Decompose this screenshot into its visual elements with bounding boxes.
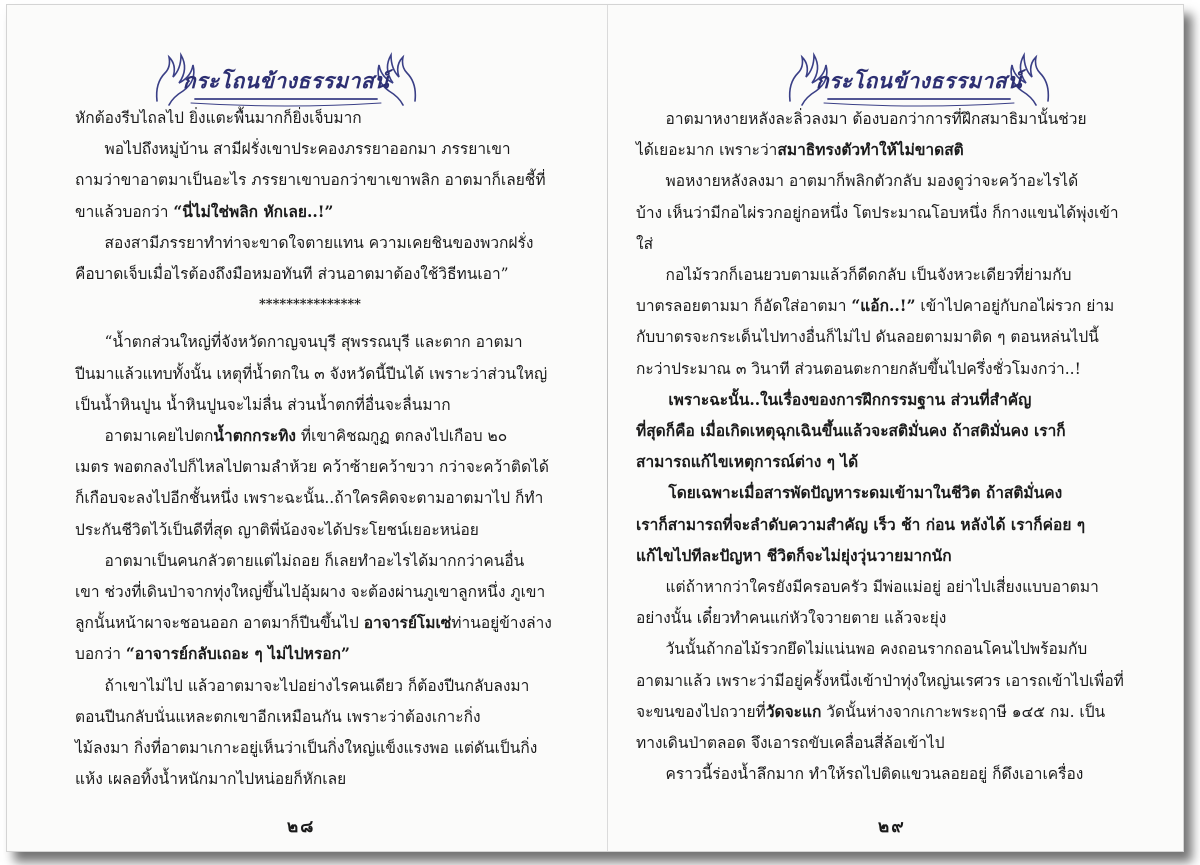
text-run: “แอ้ก..!” bbox=[851, 296, 916, 316]
text-run: พอไปถึงหมู่บ้าน สามีฝรั่งเขาประคองภรรยาออกมา ภรรยาเขา bbox=[75, 140, 511, 159]
left-page bbox=[7, 5, 607, 851]
text-line bbox=[636, 141, 1146, 159]
text-run: คือบาดเจ็บเมื่อไรต้องถึงมือหมอทันที ส่วนอาตมาต้องใช้วิธีทนเอา” bbox=[75, 265, 509, 283]
right-page-number: ๒๙ bbox=[878, 817, 906, 837]
right-page bbox=[608, 5, 1183, 851]
text-line bbox=[75, 234, 545, 252]
text-run: ที่เขาคิชฌกูฏ ตกลงไปเกือบ ๒๐ bbox=[295, 427, 508, 445]
text-line bbox=[636, 172, 1146, 190]
text-run: ใส่ bbox=[636, 234, 654, 253]
text-line bbox=[75, 171, 545, 189]
text-line bbox=[636, 765, 1146, 783]
text-run: วันนั้นถ้ากอไม้รวกยึดไม่แน่นพอ คงถอนรากถอนโคนไปพร้อมกับ bbox=[636, 640, 1088, 659]
text-line bbox=[636, 266, 1146, 284]
text-run: แห้ง เผลอทิ้งน้ำหนักมากไปหน่อยก็หักเลย bbox=[75, 770, 347, 789]
text-run: อาตมาแล้ว เพราะว่ามีอยู่ครั้งหนึ่งเข้าป่าทุ่งใหญ่นเรศวร เอารถเข้าไปเพื่อที่ bbox=[636, 671, 1124, 690]
running-header bbox=[784, 43, 1054, 113]
text-line bbox=[75, 770, 545, 788]
text-line bbox=[636, 609, 1146, 627]
text-line bbox=[75, 583, 545, 601]
text-line bbox=[75, 109, 545, 127]
text-line bbox=[636, 204, 1146, 222]
text-run: กับบาตรจะกระเด็นไปทางอื่นก็ไม่ไป ดันลอยตามมาติด ๆ ตอนหล่นไปนี้ bbox=[636, 328, 1099, 347]
text-run: เขา ช่วงที่เดินป่าจากทุ่งใหญ่ขึ้นไปอุ้มผาง จะต้องผ่านภูเขาลูกหนึ่ง ภูเขา bbox=[75, 583, 546, 601]
text-run: สามารถแก้ไขเหตุการณ์ต่าง ๆ ได้ bbox=[636, 452, 859, 472]
text-line bbox=[75, 708, 545, 726]
text-line bbox=[75, 265, 545, 283]
text-run: ปีนมาแล้วแทบทั้งนั้น เหตุที่น้ำตกใน ๓ จังหวัดนี้ปีนได้ เพราะว่าส่วนใหญ่ bbox=[75, 364, 548, 383]
text-line bbox=[75, 427, 545, 445]
text-line bbox=[75, 458, 549, 477]
text-line bbox=[636, 110, 1146, 128]
text-line bbox=[75, 645, 545, 663]
running-header bbox=[151, 43, 421, 113]
text-line bbox=[636, 734, 1146, 752]
text-line bbox=[636, 235, 1146, 253]
text-line bbox=[636, 516, 1146, 534]
text-line bbox=[75, 677, 545, 695]
text-run: กอไม้รวกก็เอนยวบตามแล้วก็ดีดกลับ เป็นจังหวะเดียวที่ย่ามกับ bbox=[636, 266, 1072, 284]
text-run: สมาธิทรงตัวทำให้ไม่ขาดสติ bbox=[777, 140, 964, 160]
text-line bbox=[636, 547, 1146, 565]
text-run: อาจารย์โมเซ่ bbox=[363, 613, 452, 633]
running-header-title: กระโถนข้างธรรมาสน์ bbox=[182, 68, 390, 93]
text-line bbox=[636, 672, 1146, 690]
text-run: วัดจะแก bbox=[765, 701, 822, 721]
text-run: กะว่าประมาณ ๓ วินาที ส่วนตอนตะกายกลับขึ้นไปครึ่งชั่วโมงกว่า..! bbox=[636, 359, 1081, 378]
text-run: วัดนั้นห่างจากเกาะพระฤาษี ๑๔๕ กม. เป็น bbox=[821, 702, 1106, 721]
text-run: ท่านอยู่ข้างล่าง bbox=[451, 614, 552, 633]
text-line bbox=[636, 297, 1146, 315]
text-line bbox=[636, 328, 1146, 346]
text-run: บาตรลอยตามมา ก็อัดใส่อาตมา bbox=[636, 297, 852, 316]
text-run: “นี่ไม่ใช่พลิก หักเลย..!” bbox=[173, 201, 334, 221]
left-page-number: ๒๘ bbox=[287, 817, 316, 837]
section-divider bbox=[75, 296, 545, 314]
text-line bbox=[636, 391, 1146, 409]
text-line bbox=[75, 521, 545, 539]
text-run: จะขนของไปถวายที่ bbox=[636, 702, 766, 721]
text-run: คราวนี้ร่องน้ำลึกมาก ทำให้รถไปติดแขวนลอยอยู่ ก็ดึงเอาเครื่อง bbox=[636, 765, 1084, 784]
book-spread bbox=[6, 4, 1184, 852]
text-line bbox=[75, 333, 545, 351]
text-run: ได้เยอะมาก เพราะว่า bbox=[636, 141, 778, 160]
text-line bbox=[75, 489, 545, 507]
text-run: ทางเดินป่าตลอด จึงเอารถขับเคลื่อนสี่ล้อเข้าไป bbox=[636, 734, 945, 752]
text-line bbox=[636, 360, 1146, 378]
text-run: อย่างนั้น เดี๋ยวทำคนแก่หัวใจวายตาย แล้วจะยุ่ง bbox=[636, 609, 947, 628]
text-run: พอหงายหลังลงมา อาตมาก็พลิกตัวกลับ มองดูว่าจะคว้าอะไรได้ bbox=[636, 172, 1079, 191]
text-run: ลูกนั้นหน้าผาจะชอนออก อาตมาก็ปีนขึ้นไป bbox=[75, 614, 364, 633]
text-run: บ้าง เห็นว่ามีกอไผ่รวกอยู่กอหนึ่ง โตประมาณโอบหนึ่ง ก็กางแขนได้พุ่งเข้า bbox=[636, 203, 1119, 222]
text-run: บอกว่า bbox=[75, 645, 126, 664]
text-line bbox=[636, 422, 1146, 440]
text-line bbox=[75, 364, 548, 383]
text-line bbox=[636, 453, 1146, 471]
running-header-title: กระโถนข้างธรรมาสน์ bbox=[815, 68, 1023, 93]
text-line bbox=[75, 739, 545, 757]
text-run: แก้ไขไปทีละปัญหา ชีวิตก็จะไม่ยุ่งวุ่นวายมากนัก bbox=[636, 545, 952, 565]
text-run: เพราะฉะนั้น..ในเรื่องของการฝึกกรรมฐาน ส่วนที่สำคัญ bbox=[636, 389, 1032, 409]
text-run: โดยเฉพาะเมื่อสารพัดปัญหาระดมเข้ามาในชีวิต ถ้าสติมั่นคง bbox=[636, 483, 1063, 503]
text-line bbox=[636, 640, 1146, 658]
text-run: ขาแล้วบอกว่า bbox=[75, 202, 174, 221]
text-run: ถ้าเขาไม่ไป แล้วอาตมาจะไปอย่างไรคนเดียว ก็ต้องปีนกลับลงมา bbox=[75, 676, 530, 695]
text-run: “อาจารย์กลับเถอะ ๆ ไม่ไปหรอก” bbox=[125, 644, 350, 664]
text-line bbox=[75, 140, 545, 158]
text-line bbox=[75, 613, 552, 633]
text-line bbox=[636, 703, 1146, 721]
text-run: เราก็สามารถที่จะลำดับความสำคัญ เร็ว ช้า ก่อน หลังได้ เราก็ค่อย ๆ bbox=[636, 514, 1086, 534]
text-run: สองสามีภรรยาทำท่าจะขาดใจตายแทน ความเคยชินของพวกฝรั่ง bbox=[75, 233, 534, 252]
text-line bbox=[75, 203, 545, 221]
text-run: หักต้องรีบไถลไป ยิ่งแตะพื้นมากก็ยิ่งเจ็บมาก bbox=[75, 109, 362, 127]
text-line bbox=[636, 578, 1146, 596]
text-run: เมตร พอตกลงไปก็ไหลไปตามลำห้วย คว้าซ้ายคว้าขวา กว่าจะคว้าติดได้ bbox=[75, 458, 549, 477]
text-line bbox=[636, 484, 1146, 502]
text-line bbox=[75, 552, 545, 570]
text-run: ถามว่าขาอาตมาเป็นอะไร ภรรยาเขาบอกว่าขาเขาพลิก อาตมาก็เลยชี้ที่ bbox=[75, 171, 546, 190]
text-run: อาตมาเคยไปตก bbox=[75, 427, 214, 445]
text-run: ที่สุดก็คือ เมื่อเกิดเหตุฉุกเฉินขึ้นแล้วจะสติมั่นคง ถ้าสติมั่นคง เราก็ bbox=[636, 421, 1066, 440]
text-run: อาตมาหงายหลังละลิ่วลงมา ต้องบอกว่าการที่ฝึกสมาธิมานั้นช่วย bbox=[636, 110, 1087, 128]
text-run: อาตมาเป็นคนกลัวตายแต่ไม่ถอย ก็เลยทำอะไรได้มากกว่าคนอื่น bbox=[75, 551, 525, 570]
text-run: น้ำตกกระทิง bbox=[213, 426, 296, 445]
text-run: ประกันชีวิตไว้เป็นดีที่สุด ญาติพี่น้องจะได้ประโยชน์เยอะหน่อย bbox=[75, 520, 479, 539]
text-run: “น้ำตกส่วนใหญ่ที่จังหวัดกาญจนบุรี สุพรรณบุรี และตาก อาตมา bbox=[75, 333, 523, 352]
text-run: เข้าไปคาอยู่กับกอไผ่รวก ย่าม bbox=[915, 297, 1115, 316]
text-run: ตอนปีนกลับนั่นแหละตกเขาอีกเหมือนกัน เพราะว่าต้องเกาะกิ่ง bbox=[75, 707, 481, 726]
text-run: แต่ถ้าหากว่าใครยังมีครอบครัว มีพ่อแม่อยู่ อย่าไปเสี่ยงแบบอาตมา bbox=[636, 578, 1099, 596]
text-run: ไม้ลงมา กิ่งที่อาตมาเกาะอยู่เห็นว่าเป็นกิ่งใหญ่แข็งแรงพอ แต่ดันเป็นกิ่ง bbox=[75, 739, 538, 757]
text-run: *************** bbox=[259, 297, 361, 313]
text-run: ก็เกือบจะลงไปอีกชั้นหนึ่ง เพราะฉะนั้น..ถ้าใครคิดจะตามอาตมาไป ก็ทำ bbox=[75, 489, 544, 508]
text-line bbox=[75, 396, 545, 414]
text-run: เป็นน้ำหินปูน น้ำหินปูนจะไม่ลื่น ส่วนน้ำตกที่อื่นจะลื่นมาก bbox=[75, 395, 451, 414]
